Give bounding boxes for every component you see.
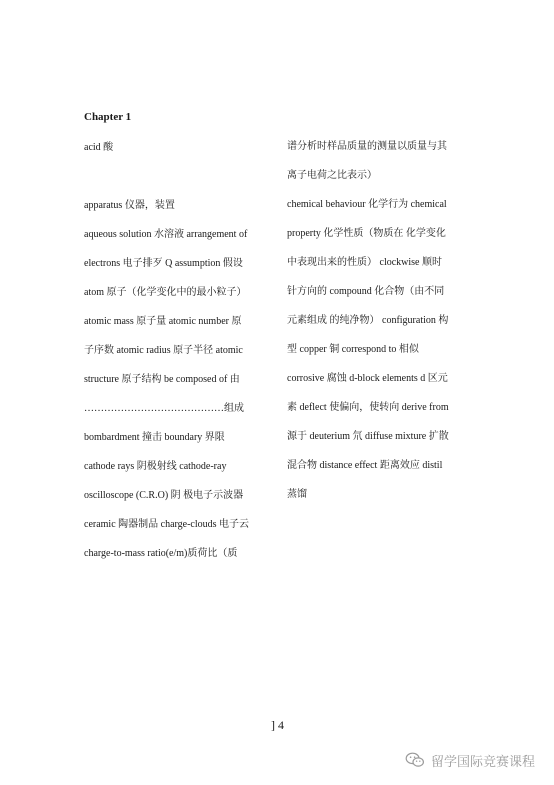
left-column-line: aqueous solution 水溶液 arrangement of (84, 229, 248, 240)
right-column-line: corrosive 腐蚀 d-block elements d 区元 (287, 373, 448, 384)
right-column-line: 蒸馏 (287, 489, 307, 500)
left-column-line: ceramic 陶器制品 charge-clouds 电子云 (84, 519, 250, 530)
page-number: ] 4 (271, 718, 284, 732)
right-column-line: 离子电荷之比表示） (287, 170, 377, 181)
right-column-line: 源于 deuterium 氘 diffuse mixture 扩散 (287, 431, 449, 442)
right-column-line: 型 copper 铜 correspond to 相似 (287, 344, 419, 355)
right-column-line: 中表现出来的性质） clockwise 顺时 (287, 257, 442, 268)
left-column-line: structure 原子结构 be composed of 由 (84, 374, 240, 385)
watermark (405, 748, 535, 772)
left-column-line: electrons 电子排歹 Q assumption 假设 (84, 258, 243, 269)
right-column-line: property 化学性质（物质在 化学变化 (287, 228, 446, 239)
left-column-line: atom 原子（化学变化中的最小粒子） (84, 287, 247, 298)
left-column-line: bombardment 撞击 boundary 界限 (84, 432, 225, 443)
right-column-line: 素 deflect 使偏向，使转向 derive from (287, 402, 449, 413)
right-column-line: 针方向的 compound 化合物（由不同 (287, 286, 445, 297)
left-column-line: oscilloscope (C.R.O) 阴 极电子示波器 (84, 490, 244, 501)
left-column-line: atomic mass 原子量 atomic number 原 (84, 316, 242, 327)
left-column-line: 子序数 atomic radius 原子半径 atomic (84, 345, 243, 356)
right-column-line: 混合物 distance effect 距离效应 distil (287, 460, 443, 471)
right-column-line: 谱分析时样品质量的测量以质量与其 (287, 141, 447, 152)
watermark-text: 留学国际竞赛课程 (431, 754, 536, 770)
left-column-line: charge-to-mass ratio(e/m)质荷比（质 (84, 548, 238, 559)
left-column-line: acid 酸 (84, 142, 114, 153)
left-column-line: cathode rays 阴极射线 cathode-ray (84, 461, 227, 472)
left-column-line: apparatus 仪器，装置 (84, 200, 175, 211)
right-column-line: chemical behaviour 化学行为 chemical (287, 199, 447, 210)
chapter-title: Chapter 1 (84, 111, 132, 123)
wechat-icon (405, 752, 425, 768)
left-column-line: ……………………………………组成 (84, 403, 244, 414)
right-column-line: 元素组成 的纯净物） configuration 构 (287, 315, 449, 326)
